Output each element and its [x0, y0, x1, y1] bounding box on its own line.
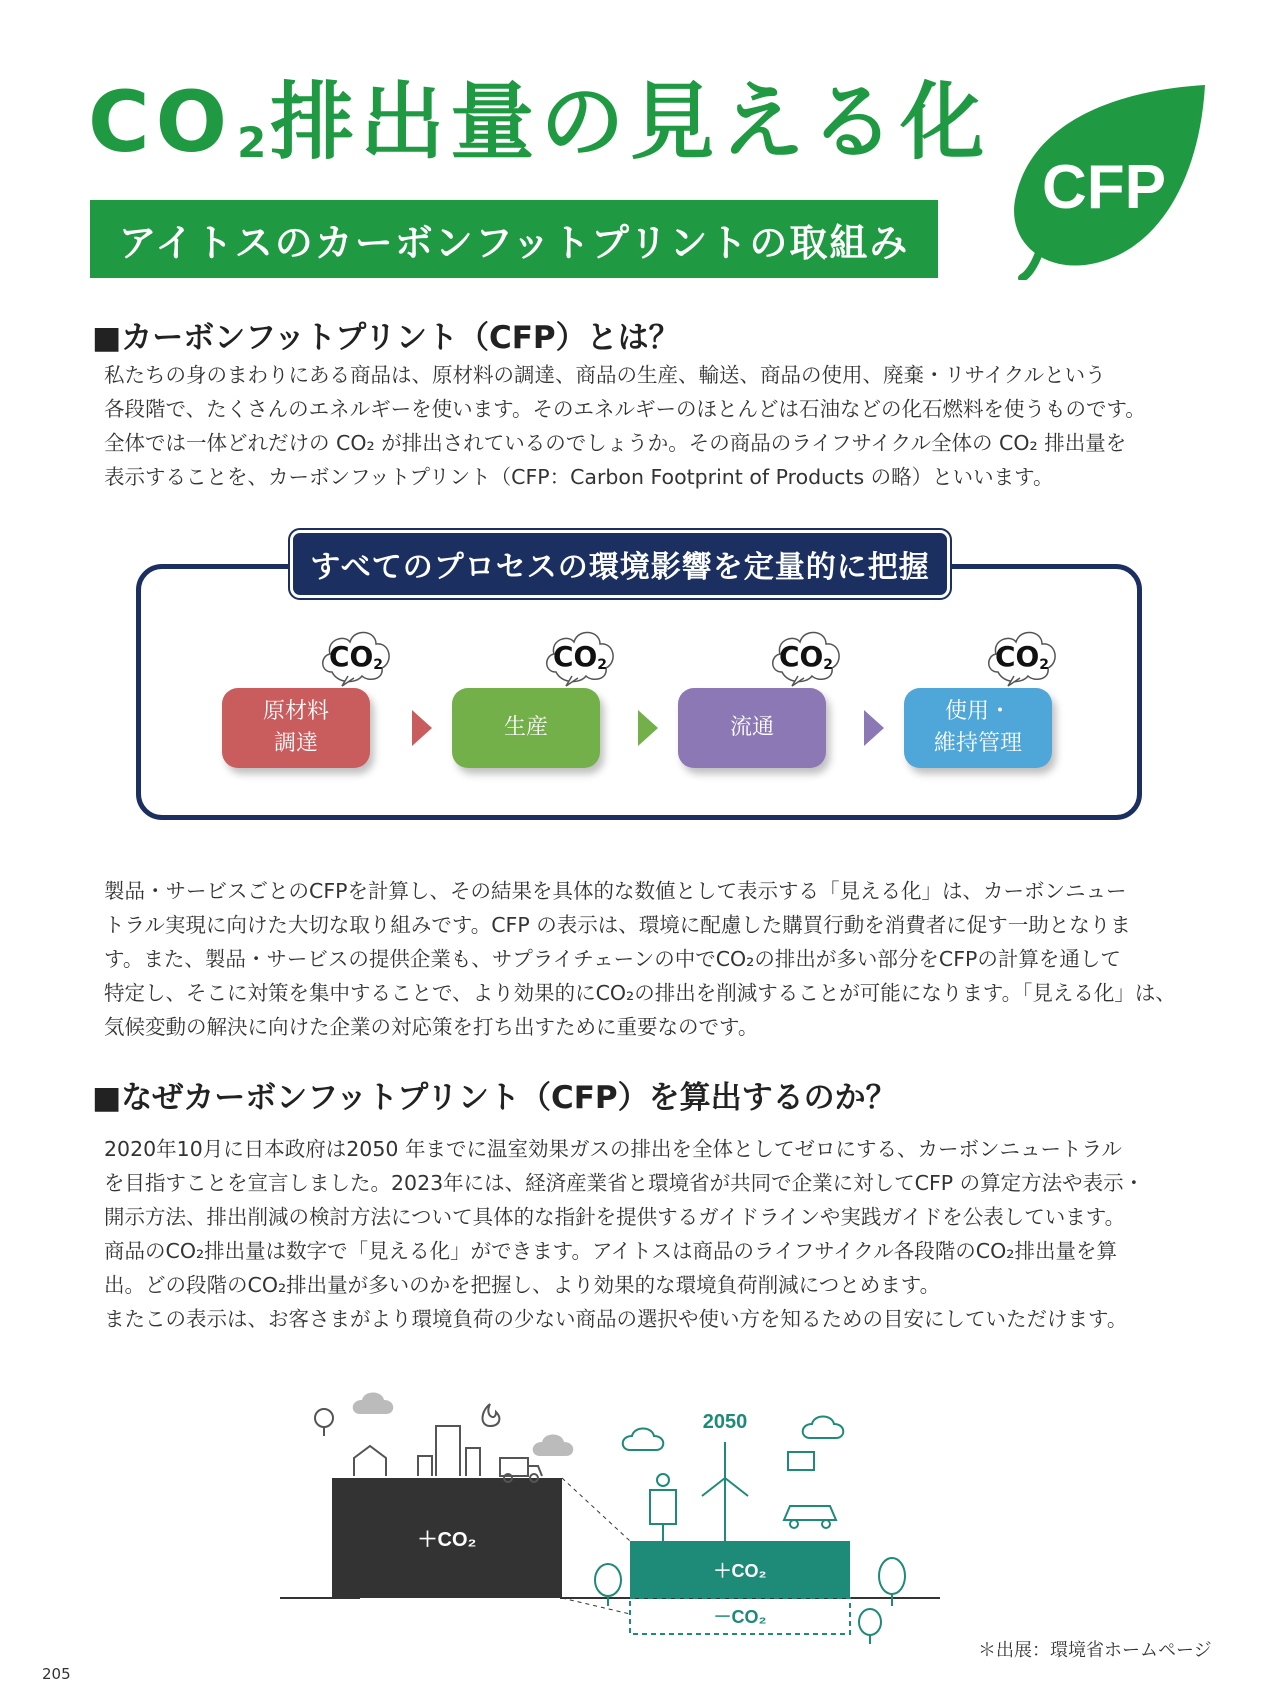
text-line: 表示することを、カーボンフットプリント（CFP：Carbon Footprint of Products の略）といいます。 — [104, 465, 1054, 489]
section-heading-why-cfp: ■なぜカーボンフットプリント（CFP）を算出するのか？ — [92, 1080, 897, 1116]
text-line: トラル実現に向けた大切な取り組みです。CFP の表示は、環境に配慮した購買行動を消費者に促す一助となりま — [104, 913, 1131, 937]
plus-co2-left-label: ＋CO₂ — [417, 1529, 477, 1551]
section2-paragraph — [104, 874, 1224, 1044]
text-line: 出。どの段階のCO₂排出量が多いのかを把握し、より効果的な環境負荷削減につとめます。 — [104, 1273, 941, 1297]
carbon-neutral-illustration — [270, 1386, 970, 1656]
arrow-right-icon — [864, 710, 884, 746]
co2-label: $CO_2$ — [328, 640, 384, 673]
minus-co2-label: －CO₂ — [713, 1607, 767, 1627]
arrow-right-icon — [638, 710, 658, 746]
arrow-right-icon — [412, 710, 432, 746]
text-line: 各段階で、たくさんのエネルギーを使います。そのエネルギーのほとんどは石油などの化石燃料を使うものです。 — [104, 397, 1146, 421]
section-heading-what-is-cfp: ■カーボンフットプリント（CFP）とは？ — [92, 320, 680, 356]
text-line: 全体では一体どれだけの CO₂ が排出されているのでしょうか。その商品のライフサイクル全体の CO₂ 排出量を — [104, 431, 1127, 455]
subtitle-banner — [90, 200, 938, 278]
text-line: 気候変動の解決に向けた企業の対応策を打ち出すために重要なのです。 — [104, 1015, 759, 1039]
step-distribution: 流通 — [678, 688, 826, 768]
year-2050-label: 2050 — [702, 1411, 748, 1433]
text-line: 私たちの身のまわりにある商品は、原材料の調達、商品の生産、輸送、商品の使用、廃棄・リサイクルという — [104, 363, 1106, 387]
text-line: す。また、製品・サービスの提供企業も、サプライチェーンの中でCO₂の排出が多い部分をCFPの計算を通して — [104, 947, 1121, 971]
text-line: を目指すことを宣言しました。2023年には、経済産業省と環境省が共同で企業に対してCFP の算定方法や表示・ — [104, 1171, 1145, 1195]
section3-paragraph — [104, 1132, 1224, 1336]
source-note: ＊出展：環境省ホームページ — [978, 1640, 1212, 1661]
co2-label: $CO_2$ — [994, 640, 1050, 673]
step-use-maintenance: 使用・ 維持管理 — [904, 688, 1052, 768]
text-line: 特定し、そこに対策を集中することで、より効果的にCO₂の排出を削減することが可能になります。「見える化」は、 — [104, 981, 1176, 1005]
co2-label: $CO_2$ — [552, 640, 608, 673]
page-title: $CO_2$排出量の見える化 — [88, 73, 991, 171]
subtitle-text: アイトスのカーボンフットプリントの取組み — [118, 220, 910, 265]
text-line: 2020年10月に日本政府は2050 年までに温室効果ガスの排出を全体としてゼロにする、カーボンニュートラル — [104, 1137, 1122, 1161]
co2-label: $CO_2$ — [778, 640, 834, 673]
cfp-leaf-icon — [1000, 80, 1210, 280]
page-number: 205 — [42, 1665, 71, 1683]
section1-paragraph — [104, 358, 1224, 494]
step-raw-materials: 原材料 調達 — [222, 688, 370, 768]
text-line: またこの表示は、お客さまがより環境負荷の少ない商品の選択や使い方を知るための目安にしていただけます。 — [104, 1307, 1128, 1331]
plus-co2-right-label: ＋CO₂ — [713, 1561, 767, 1581]
process-diagram-title: すべてのプロセスの環境影響を定量的に把握 — [290, 530, 950, 598]
cfp-badge-text: CFP — [1042, 153, 1166, 222]
text-line: 商品のCO₂排出量は数字で「見える化」ができます。アイトスは商品のライフサイクル各段階のCO₂排出量を算 — [104, 1239, 1117, 1263]
text-line: 開示方法、排出削減の検討方法について具体的な指針を提供するガイドラインや実践ガイドを公表しています。 — [104, 1205, 1126, 1229]
text-line: 製品・サービスごとのCFPを計算し、その結果を具体的な数値として表示する「見える化」は、カーボンニュー — [104, 879, 1127, 903]
step-production: 生産 — [452, 688, 600, 768]
